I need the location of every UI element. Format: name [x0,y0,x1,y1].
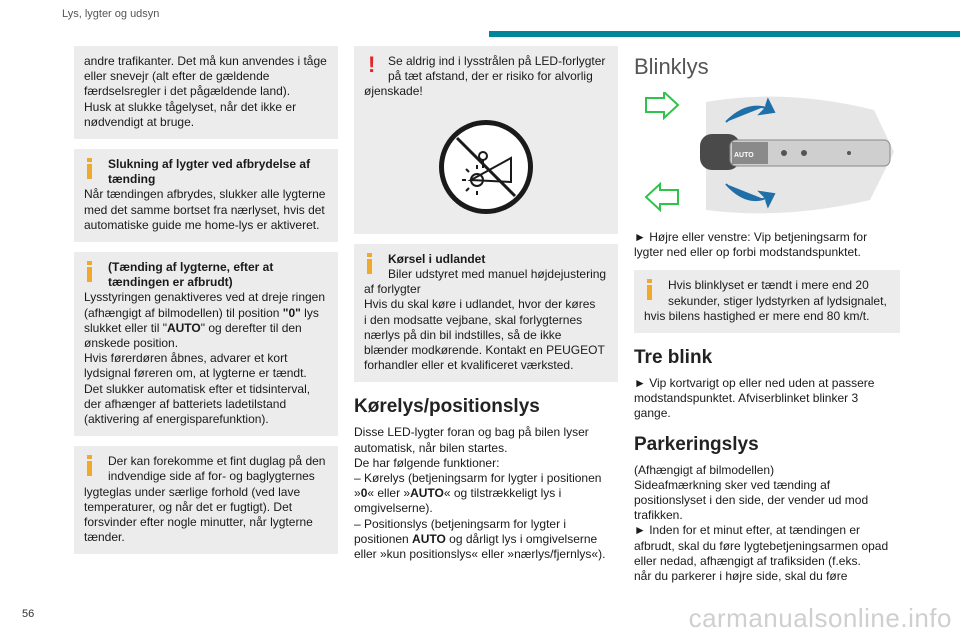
text-line: afbrudt, skal du føre lygtebetjeningsarmen opad [634,538,889,553]
text-line: – Kørelys (betjeningsarm for lygter i positionen [354,471,602,486]
text-line: omgivelserne). [354,501,433,516]
text-line: nødvendigt at bruge. [84,114,195,129]
text-line: trafikken. [634,508,683,523]
text-line: ► Højre eller venstre: Vip betjeningsarm for [634,230,868,244]
text-line: med det samme bortset fra nærlyset, hvis det [84,202,325,217]
text-line: ønskede position. [84,336,179,351]
indicator-sound-info-box [634,270,900,333]
text-line: forsvinder efter nogle minutter, når lygterne [84,515,313,530]
parking-lights-paragraph [634,463,900,585]
header-section-title: Lys, lygter og udsyn [62,8,160,20]
text-line: Hvis blinklyset er tændt i mere end 20 [668,278,869,293]
text-line: automatiske guide me home-lys er aktiveret. [84,217,320,232]
text-line: (aktivering af energisparefunktion). [84,412,269,427]
column-left [74,46,338,564]
fog-light-note-box [74,46,338,139]
info-icon [87,261,93,283]
text-line: Det slukker automatisk efter et tidsinterval, [84,381,311,396]
text-line: positionen AUTO og dårligt lys i omgivelserne [354,531,598,546]
info-icon [367,253,373,275]
column-right [634,46,900,594]
text-line: automatisk, når bilen startes. [354,440,508,455]
text-line: »0« eller »AUTO« og tilstrækkeligt lys i [354,486,562,501]
text-line: eller snevejr (alt efter de gældende [84,69,270,84]
text-line: tænder. [84,530,125,545]
text-line: blænder modkørende. Kontakt en PEUGEOT [364,343,605,358]
text-line: indvendige side af for- og baglygternes [108,469,315,484]
indicator-stalk-illustration [634,92,900,222]
text-line: forhandler eller et kvalificeret værksted. [364,358,574,373]
indicator-paragraph [634,230,900,260]
box-title: Kørsel i udlandet [388,251,486,266]
heading-parking-lights: Parkeringslys [634,433,759,455]
text-line: der afhænger af batteriets ladetilstand [84,396,287,411]
condensation-info-box [74,446,338,554]
text-line: ► Inden for et minut efter, at tændingen er [634,523,861,538]
text-line: lygter ned eller op forbi modstandspunktet. [634,245,861,260]
text-line: lydsignal føreren om, at lygterne er tændt. [84,366,307,381]
text-line: (afhængigt af bilmodellen) til position "0" lys [84,305,319,320]
text-line: færdselsregler i det pågældende land). [84,84,291,99]
heading-daytime-position-lights: Kørelys/positionslys [354,396,540,418]
text-line: når du parkerer i højre side, skal du føre [634,569,848,584]
text-line: Disse LED-lygter foran og bag på bilen lyser [354,425,589,440]
text-line: hvis bilens hastighed er mere end 80 km/t. [644,308,870,323]
text-line: Se aldrig ind i lysstrålen på LED-forlygter [388,54,606,68]
text-line: positionslyset i den side, der vender ud mod [634,493,869,508]
watermark: carmanualsonline.info [688,603,952,633]
text-line: nærlys på din bil indstilles, så de ikke [364,327,562,342]
page-number: 56 [22,608,35,620]
text-line: Der kan forekomme et fint duglag på den [108,454,326,469]
text-line: – Positionslys (betjeningsarm for lygter i [354,516,567,531]
text-line: eller nedad, afhængigt af trafiksiden (f.eks. [634,553,861,568]
text-line: modstandspunktet. Afviserblinket blinker 3 [634,391,859,406]
column-middle [354,46,618,572]
daytime-lights-paragraph [354,425,618,562]
text-line: på tæt afstand, der er risiko for alvorlig [388,69,593,84]
box-title: Slukning af lygter ved afbrydelse af [108,157,311,172]
header-accent-bar [489,31,960,37]
lights-after-ignition-info-box [74,252,338,436]
box-title: (Tænding af lygterne, efter at [108,260,274,275]
text-line: Lysstyringen genaktiveres ved at dreje ringen [84,290,326,305]
heading-indicators: Blinklys [634,54,709,79]
text-line: slukket eller til "AUTO" og derefter til den [84,320,302,335]
text-line: øjenskade! [364,84,423,99]
text-line: andre trafikanter. Det må kun anvendes i tåge [84,54,327,68]
box-title: tændingen er afbrudt) [108,275,233,290]
text-line: ► Vip kortvarigt op eller ned uden at passere [634,376,875,391]
lights-off-info-box [74,149,338,242]
text-line: (Afhængigt af bilmodellen) [634,462,775,477]
three-flashes-paragraph [634,376,900,422]
box-title: tænding [108,172,156,187]
text-line: gange. [634,406,671,421]
text-line: af forlygter [364,282,421,297]
text-line: Husk at slukke tågelyset, når det ikke er [84,99,297,114]
info-icon [87,455,93,477]
text-line: De har følgende funktioner: [354,455,500,470]
text-line: Biler udstyret med manuel højdejustering [388,267,607,282]
warning-exclamation-icon: ! [368,52,376,77]
text-line: eller »kun positionslys« eller »nærlys/fjernlys«). [354,547,606,562]
info-icon [87,158,93,180]
text-line: i den modsatte vejbane, skal forlygternes [364,312,583,327]
info-icon [647,279,653,301]
driving-abroad-info-box [354,244,618,383]
text-line: Når tændingen afbrydes, slukker alle lygterne [84,187,326,202]
heading-three-flashes: Tre blink [634,347,713,369]
stalk-auto-label: AUTO [734,152,754,159]
text-line: Sideafmærkning sker ved tænding af [634,477,831,492]
text-line: Hvis førerdøren åbnes, advarer et kort [84,351,288,366]
text-line: sekunder, stiger lydstyrken af lydsignalet, [668,293,887,308]
led-warning-box [354,46,618,234]
text-line: lygteglas under særlige forhold (ved lave [84,484,301,499]
text-line: temperaturer, og når det er fugtigt). Det [84,499,293,514]
text-line: Hvis du skal køre i udlandet, hvor der køres [364,297,596,312]
do-not-look-at-led-icon [437,118,535,216]
